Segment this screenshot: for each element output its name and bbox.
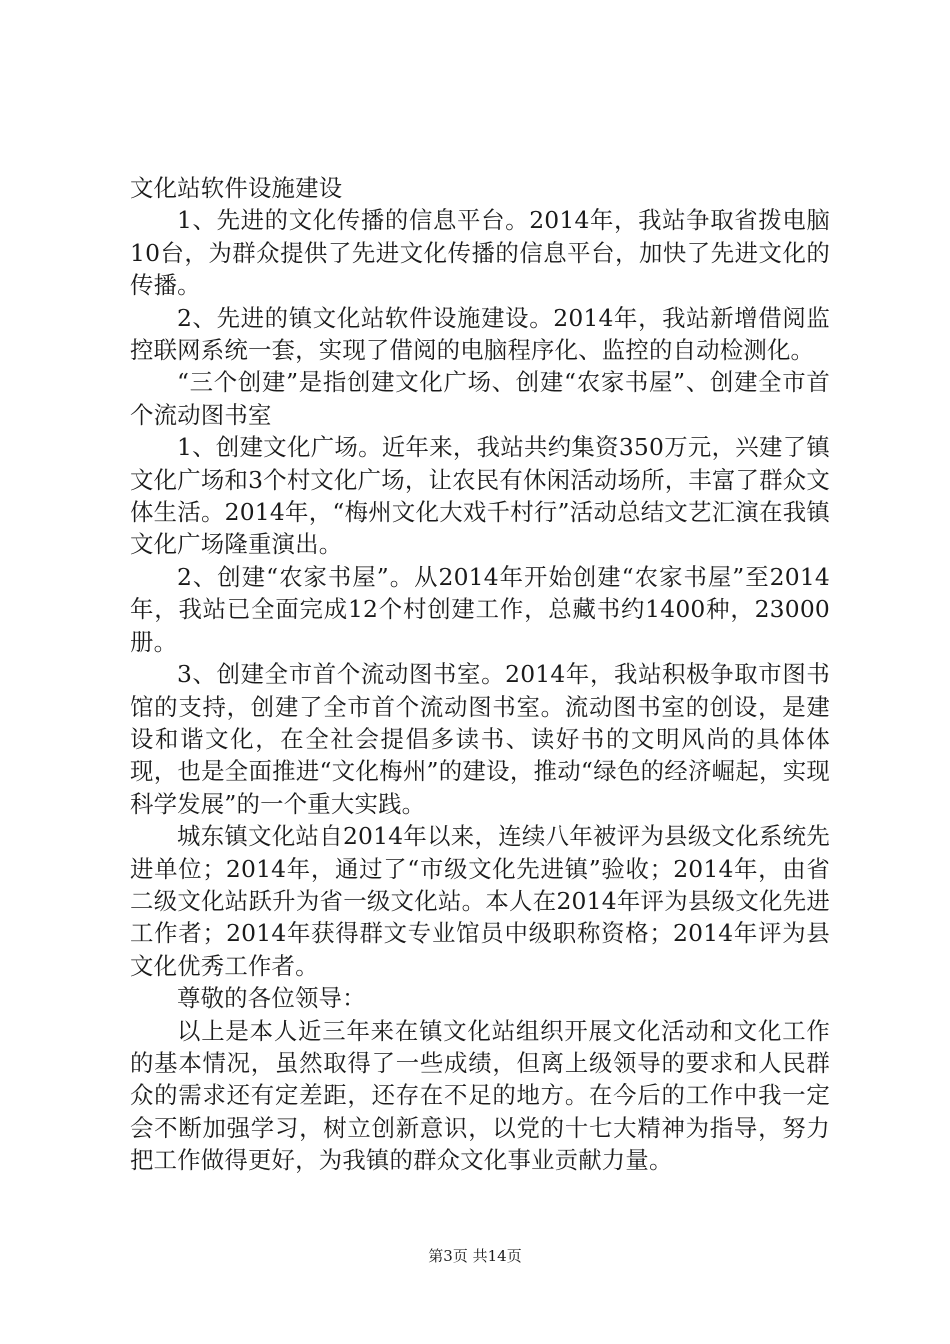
paragraph-salutation: 尊敬的各位领导： — [177, 984, 366, 1013]
page-number: 第3页 共14页 — [428, 1247, 522, 1265]
document-body — [130, 172, 830, 1177]
paragraph-farmhouse-library: 2、创建“农家书屋”。从2014年开始创建“农家书屋”至2014年，我站已全面完成12个村创建工作，总藏书约1400种，23000册。 — [130, 562, 830, 656]
section-heading: 文化站软件设施建设 — [130, 174, 343, 202]
paragraph-software-facilities: 2、先进的镇文化站软件设施建设。2014年，我站新增借阅监控联网系统一套，实现了借阅的电脑程序化、监控的自动检测化。 — [130, 303, 830, 365]
paragraph-info-platform: 1、先进的文化传播的信息平台。2014年，我站争取省拨电脑10台，为群众提供了先进文化传播的信息平台，加快了先进文化的传播。 — [130, 206, 830, 300]
paragraph-three-creations: “三个创建”是指创建文化广场、创建“农家书屋”、创建全市首个流动图书室 — [130, 368, 830, 429]
paragraph-honors: 城东镇文化站自2014年以来，连续八年被评为县级文化系统先进单位；2014年，通过了“市级文化先进镇”验收；2014年，由省二级文化站跃升为省一级文化站。本人在2014年评为县级文化先进工作者；2014年获得群文专业馆员中级职称资格；2014年评为县文化优秀工作者。 — [130, 822, 830, 980]
paragraph-culture-square: 1、创建文化广场。近年来，我站共约集资350万元，兴建了镇文化广场和3个村文化广场，让农民有休闲活动场所，丰富了群众文体生活。2014年，“梅州文化大戏千村行”活动总结文艺汇演在我镇文化广场隆重演出。 — [130, 433, 830, 559]
paragraph-conclusion: 以上是本人近三年来在镇文化站组织开展文化活动和文化工作的基本情况，虽然取得了一些成绩，但离上级领导的要求和人民群众的需求还有定差距，还存在不足的地方。在今后的工作中我一定会不断加强学习，树立创新意识，以党的十七大精神为指导，努力把工作做得更好，为我镇的群众文化事业贡献力量。 — [130, 1016, 830, 1175]
paragraph-mobile-library: 3、创建全市首个流动图书室。2014年，我站积极争取市图书馆的支持，创建了全市首个流动图书室。流动图书室的创设，是建设和谐文化，在全社会提倡多读书、读好书的文明风尚的具体体现，也是全面推进“文化梅州”的建设，推动“绿色的经济崛起，实现科学发展”的一个重大实践。 — [130, 660, 830, 818]
